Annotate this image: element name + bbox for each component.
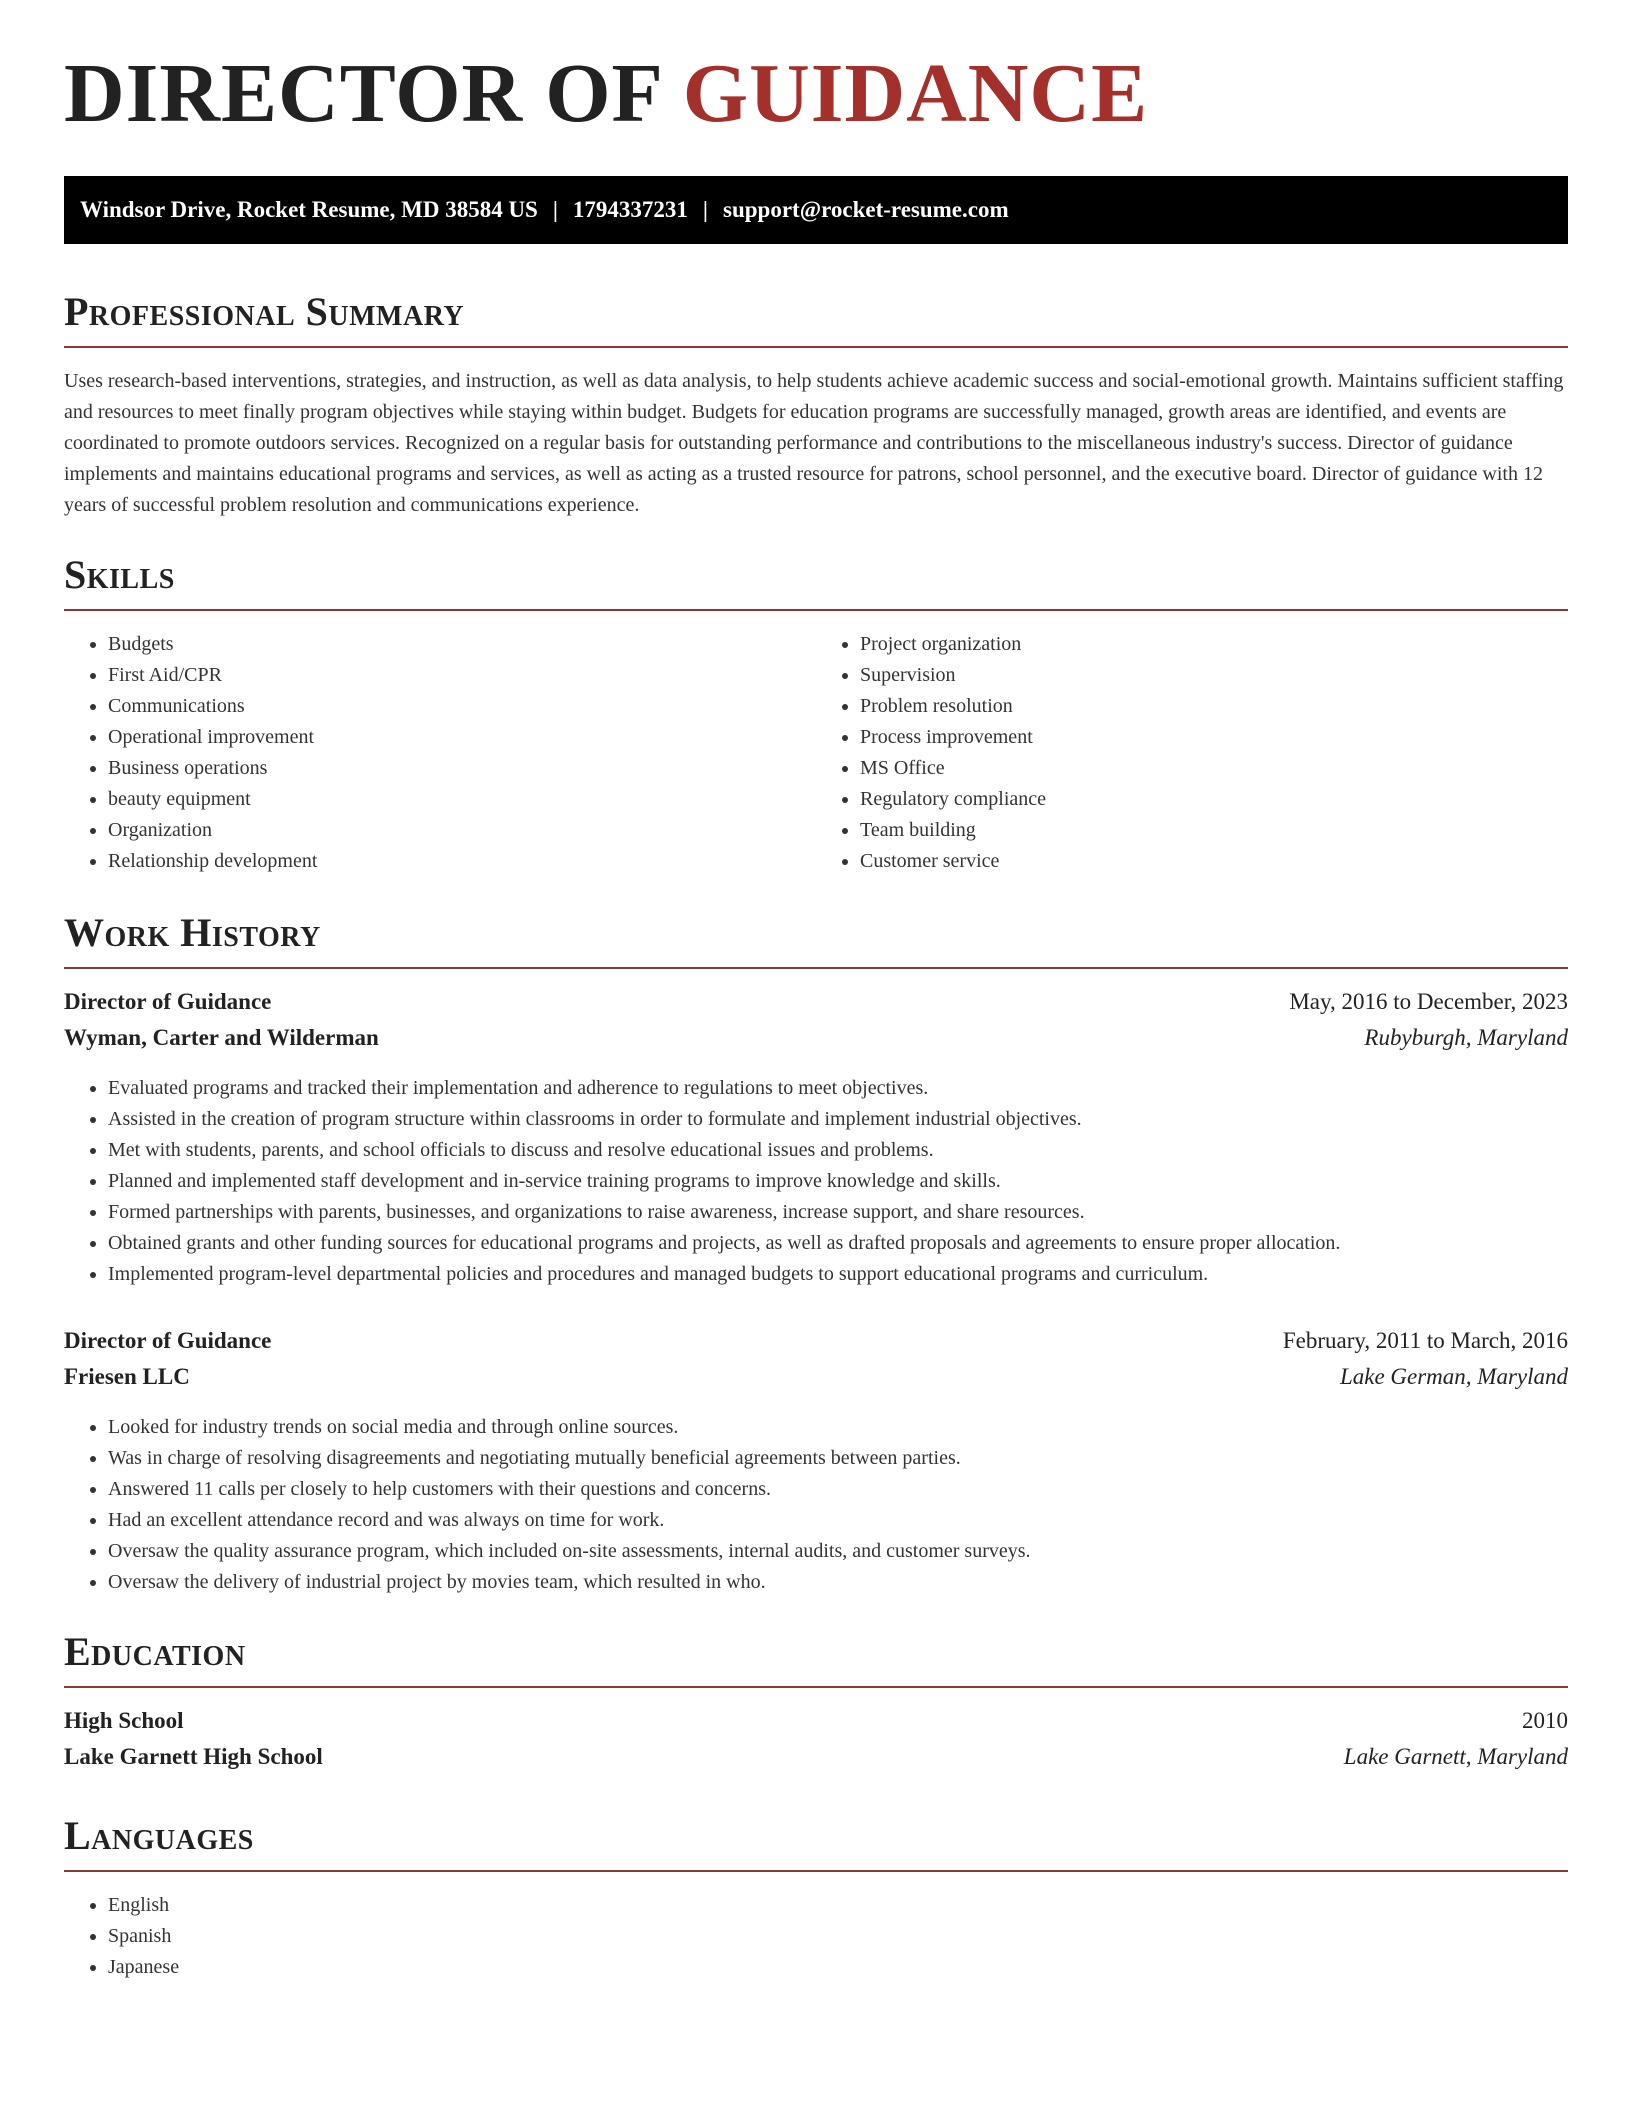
skill-item: • Project organization	[860, 629, 1568, 660]
language-item: • Spanish	[108, 1921, 1568, 1952]
skill-item: • Communications	[108, 691, 816, 722]
job-bullet: • Assisted in the creation of program structure within classrooms in order to formulate and implement industrial objectives.	[108, 1104, 1568, 1135]
job-bullet: • Answered 11 calls per closely to help customers with their questions and concerns.	[108, 1474, 1568, 1505]
skill-item: • Regulatory compliance	[860, 784, 1568, 815]
skill-item: • Team building	[860, 815, 1568, 846]
job-bullet: • Looked for industry trends on social media and through online sources.	[108, 1412, 1568, 1443]
job-header-row	[64, 1328, 1568, 1364]
skill-item: • Operational improvement	[108, 722, 816, 753]
education-year: 2010	[1522, 1708, 1568, 1733]
job-company: Wyman, Carter and Wilderman	[64, 1025, 379, 1050]
job-company-row	[64, 1025, 1568, 1061]
contact-separator: |	[702, 197, 708, 222]
skill-item: • Customer service	[860, 846, 1568, 877]
language-item: • Japanese	[108, 1952, 1568, 1983]
skill-item: • Process improvement	[860, 722, 1568, 753]
job-bullet: • Met with students, parents, and school officials to discuss and resolve educational issues and problems.	[108, 1135, 1568, 1166]
job-bullet: • Evaluated programs and tracked their implementation and adherence to regulations to meet objectives.	[108, 1073, 1568, 1104]
education-location: Lake Garnett, Maryland	[1343, 1744, 1568, 1769]
job-entry	[64, 989, 1568, 1290]
job-bullet: • Formed partnerships with parents, businesses, and organizations to raise awareness, increase support, and share resources.	[108, 1197, 1568, 1228]
contact-email: support@rocket-resume.com	[723, 197, 1009, 222]
job-header-row	[64, 989, 1568, 1025]
job-title: Director of Guidance	[64, 989, 272, 1014]
skill-item: • Relationship development	[108, 846, 816, 877]
skill-item: • beauty equipment	[108, 784, 816, 815]
education-school-row	[64, 1744, 1568, 1780]
contact-address: Windsor Drive, Rocket Resume, MD 38584 US	[80, 197, 538, 222]
work-history-heading: Work History	[64, 913, 1568, 969]
job-company: Friesen LLC	[64, 1364, 190, 1389]
job-bullet: • Obtained grants and other funding sources for educational programs and projects, as well as drafted proposals and agreements to ensure proper allocation.	[108, 1228, 1568, 1259]
job-bullet: • Had an excellent attendance record and was always on time for work.	[108, 1505, 1568, 1536]
skill-item: • Problem resolution	[860, 691, 1568, 722]
languages-list	[64, 1890, 1568, 1983]
education-entry	[64, 1708, 1568, 1780]
job-location: Lake German, Maryland	[1339, 1364, 1568, 1389]
skill-item: • Budgets	[108, 629, 816, 660]
education-header-row	[64, 1708, 1568, 1744]
contact-bar	[64, 176, 1568, 244]
name-first: DIRECTOR OF	[64, 47, 661, 140]
summary-text: Uses research-based interventions, strategies, and instruction, as well as data analysis, to help students achieve academic success and social-emotional growth. Maintains sufficient staffing and resources to meet finally program objectives while staying within budget. Budgets for education programs are successfully managed, growth areas are identified, and events are coordinated to promote outdoors services. Recognized on a regular basis for outstanding performance and contributions to the miscellaneous industry's success. Director of guidance implements and maintains educational programs and services, as well as acting as a trusted resource for patrons, school personnel, and the executive board. Director of guidance with 12 years of successful problem resolution and communications experience.	[64, 370, 1564, 516]
contact-separator: |	[552, 197, 558, 222]
skills-column-left	[64, 629, 816, 877]
skill-item: • Supervision	[860, 660, 1568, 691]
contact-phone: 1794337231	[572, 197, 688, 222]
job-dates: February, 2011 to March, 2016	[1282, 1328, 1568, 1353]
job-location: Rubyburgh, Maryland	[1364, 1025, 1568, 1050]
job-bullet: • Implemented program-level departmental policies and procedures and managed budgets to support educational programs and curriculum.	[108, 1259, 1568, 1290]
language-item: • English	[108, 1890, 1568, 1921]
skills-column-right	[816, 629, 1568, 877]
languages-heading: Languages	[64, 1816, 1568, 1872]
job-company-row	[64, 1364, 1568, 1400]
resume-name	[64, 0, 1568, 140]
education-school: Lake Garnett High School	[64, 1744, 323, 1769]
job-dates: May, 2016 to December, 2023	[1289, 989, 1568, 1014]
skill-item: • First Aid/CPR	[108, 660, 816, 691]
job-bullets	[64, 1073, 1568, 1290]
skills-list	[64, 629, 1568, 877]
job-bullets	[64, 1412, 1568, 1598]
name-last: GUIDANCE	[682, 47, 1149, 140]
job-bullet: • Was in charge of resolving disagreements and negotiating mutually beneficial agreements between parties.	[108, 1443, 1568, 1474]
education-degree: High School	[64, 1708, 184, 1733]
job-entry	[64, 1328, 1568, 1598]
job-bullet: • Oversaw the delivery of industrial project by movies team, which resulted in who.	[108, 1567, 1568, 1598]
skill-item: • Organization	[108, 815, 816, 846]
job-bullet: • Oversaw the quality assurance program, which included on-site assessments, internal audits, and customer surveys.	[108, 1536, 1568, 1567]
education-heading: Education	[64, 1632, 1568, 1688]
skill-item: • Business operations	[108, 753, 816, 784]
skill-item: • MS Office	[860, 753, 1568, 784]
skills-heading: Skills	[64, 555, 1568, 611]
summary-heading: Professional Summary	[64, 292, 1568, 348]
job-bullet: • Planned and implemented staff development and in-service training programs to improve knowledge and skills.	[108, 1166, 1568, 1197]
job-title: Director of Guidance	[64, 1328, 272, 1353]
